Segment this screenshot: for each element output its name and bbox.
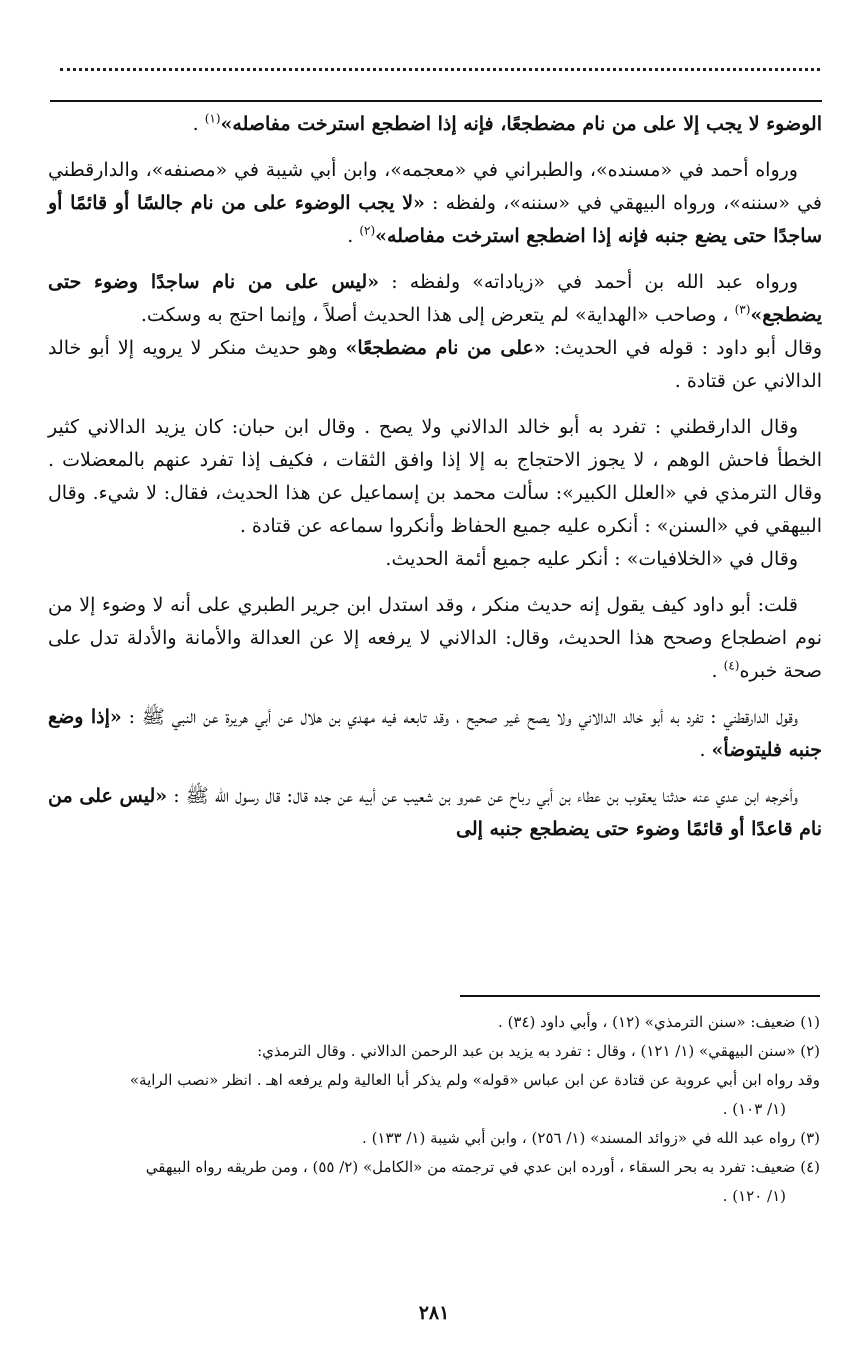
footnotes <box>48 1008 820 1211</box>
footnote: (١/ ١٠٣) . <box>722 1100 786 1118</box>
text-segment: ، وصاحب «الهداية» لم يتعرض إلى هذا الحديث أصلاً ، وإنما احتج به وسكت. <box>140 304 735 326</box>
paragraph <box>48 543 822 576</box>
hadith-quote: «على من نام مضطجعًا» <box>345 337 546 359</box>
text-segment: وقول الدارقطني : تفرد به أبو خالد الدالاني ولا يصح غير صحيح ، وقد تابعه فيه مهدي بن هلال عن أبي هريرة عن النبي ﷺ : <box>121 706 798 728</box>
hadith-quote: «لا يجب الوضوء على من نام جالسًا أو قائمًا أو ساجدًا حتى يضع جنبه فإنه إذا اضطجع استرخت مفاصله» <box>48 192 822 247</box>
header-dotted-line <box>60 58 820 71</box>
text-segment: وهو حديث منكر لا يرويه إلا أبو خالد الدالاني عن قتادة . <box>48 337 822 392</box>
text-segment: وقال في «الخلافيات» : أنكر عليه جميع أئمة الحديث. <box>385 548 798 570</box>
paragraph <box>48 411 822 543</box>
text-segment: وقال أبو داود : قوله في الحديث: <box>545 337 823 359</box>
hadith-quote: «إذا وضع جنبه فليتوضأ» <box>48 706 822 761</box>
text-segment: وقال الدارقطني : تفرد به أبو خالد الدالاني ولا يصح . وقال ابن حبان: كان يزيد الدالاني كثير الخطأ فاحش الوهم ، لا يجوز الاحتجاج به إلا إذا وافق الثقات ، فكيف إذا تفرد عنهم بالمعضلات . وقال الترمذي في «العلل الكبير»: سألت محمد بن إسماعيل عن هذا الحديث، فقال: لا شيء. وقال البيهقي في «السنن» : أنكره عليه جميع الحفاظ وأنكروا سماعه عن قتادة . <box>48 416 822 537</box>
text-segment: . <box>347 225 360 247</box>
paragraph <box>48 701 822 767</box>
text-segment: . <box>711 660 724 682</box>
text-segment: وأخرجه ابن عدي عنه حدثنا يعقوب بن عطاء بن أبي رباح عن عمرو بن شعيب عن أبيه عن جده قال: قال رسول الله ﷺ : <box>167 785 798 807</box>
footnote: (٢) «سنن البيهقي» (١/ ١٢١) ، وقال : تفرد به يزيد بن عبد الرحمن الدالاني . وقال الترمذي: <box>257 1042 820 1060</box>
text-segment: ورواه عبد الله بن أحمد في «زياداته» ولفظه : <box>379 271 798 293</box>
paragraph <box>48 108 822 141</box>
footnote: (٣) رواه عبد الله في «زوائد المسند» (١/ ٢٥٦) ، وابن أبي شيبة (١/ ١٣٣) . <box>362 1129 820 1147</box>
text-segment: ورواه أحمد في «مسنده»، والطبراني في «معجمه»، وابن أبي شيبة في «مصنفه»، والدارقطني في «سننه»، ورواه البيهقي في «سننه»، ولفظه : <box>48 159 822 214</box>
text-segment: . <box>699 739 712 761</box>
main-text <box>48 108 822 859</box>
text-segment: قلت: أبو داود كيف يقول إنه حديث منكر ، وقد استدل ابن جرير الطبري على أنه لا وضوء إلا من نوم اضطجاع وصحح هذا الحديث، وقال: الدالاني لا يرفعه إلا عن العدالة والأمانة والأدلة تدل على صحة خبره <box>48 594 822 682</box>
footnote: (٤) ضعيف: تفرد به بحر السقاء ، أورده ابن عدي في ترجمته من «الكامل» (٢/ ٥٥) ، ومن طريقه رواه البيهقي <box>145 1158 820 1176</box>
header-rule <box>50 100 822 102</box>
footnote-ref: (١) <box>204 111 221 126</box>
paragraph <box>48 780 822 846</box>
footnote-ref: (٣) <box>734 302 751 317</box>
page-number: ٢٨١ <box>418 1302 450 1324</box>
text-segment: . <box>192 113 205 135</box>
paragraph <box>48 589 822 688</box>
hadith-quote: «ليس على من نام قاعدًا أو قائمًا وضوء حتى يضطجع جنبه إلى <box>48 785 822 840</box>
hadith-quote: «ليس على من نام ساجدًا وضوء حتى يضطجع» <box>48 271 822 326</box>
footnote-separator <box>460 995 820 997</box>
paragraph <box>48 266 822 332</box>
footnote-ref: (٢) <box>359 223 376 238</box>
footnote-ref: (٤) <box>723 658 740 673</box>
hadith-quote: الوضوء لا يجب إلا على من نام مضطجعًا، فإنه إذا اضطجع استرخت مفاصله» <box>220 113 822 135</box>
paragraph <box>48 154 822 253</box>
footnote: وقد رواه ابن أبي عروبة عن قتادة عن ابن عباس «قوله» ولم يذكر أبا العالية ولم يرفعه اهـ . انظر «نصب الراية» <box>129 1071 820 1089</box>
footnote: (١) ضعيف: «سنن الترمذي» (١٢) ، وأبي داود (٣٤) . <box>498 1013 820 1031</box>
footnote: (١/ ١٢٠) . <box>722 1187 786 1205</box>
paragraph <box>48 332 822 398</box>
